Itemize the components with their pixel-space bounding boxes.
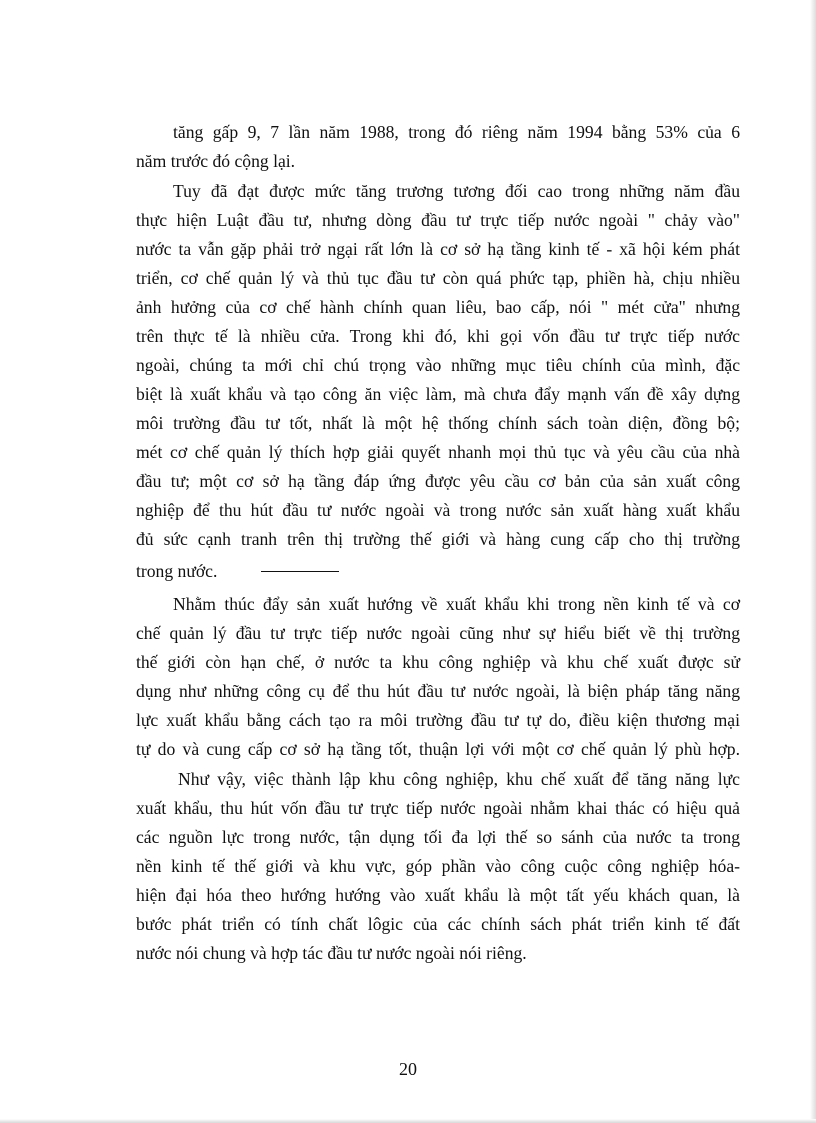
page-edge-shadow [810, 0, 816, 1123]
body-line: nước nói chung và hợp tác đầu tư nước ngoài nói riêng. [136, 943, 527, 963]
body-line: thực hiện Luật đầu tư, nhưng dòng đầu tư trực tiếp nước ngoài " chảy vào" [136, 210, 740, 230]
blank-underline [261, 571, 339, 572]
body-line: lực xuất khẩu bằng cách tạo ra môi trường đầu tư tự do, điều kiện thương mại [136, 710, 740, 730]
body-line: nước ta vẫn gặp phải trở ngại rất lớn là cơ sở hạ tầng kinh tế - xã hội kém phát [136, 239, 740, 259]
body-line: ảnh hưởng của cơ chế hành chính quan liêu, bao cấp, nói " mét cửa" nhưng [136, 297, 740, 317]
body-line: ngoài, chúng ta mới chỉ chú trọng vào những mục tiêu chính của mình, đặc [136, 355, 740, 375]
body-line: thế giới còn hạn chế, ở nước ta khu công nghiệp và khu chế xuất được sử [136, 652, 740, 672]
body-line: hiện đại hóa theo hướng hướng vào xuất khẩu là một tất yếu khách quan, là [136, 885, 740, 905]
body-line: năm trước đó cộng lại. [136, 151, 296, 171]
body-line: chế quản lý đầu tư trực tiếp nước ngoài cũng như sự hiểu biết về thị trường [136, 623, 740, 643]
body-line: Nhằm thúc đẩy sản xuất hướng về xuất khẩu khi trong nền kinh tế và cơ [173, 594, 740, 614]
body-line: Tuy đã đạt được mức tăng trương tương đối cao trong những năm đầu [173, 181, 740, 201]
body-line: xuất khẩu, thu hút vốn đầu tư trực tiếp nước ngoài nhằm khai thác có hiệu quả [136, 798, 740, 818]
body-line: nghiệp để thu hút đầu tư nước ngoài và trong nước sản xuất hàng xuất khẩu [136, 500, 740, 520]
body-line: dụng như những công cụ để thu hút đầu tư nước ngoài, là biện pháp tăng năng [136, 681, 740, 701]
body-line: các nguồn lực trong nước, tận dụng tối đa lợi thế so sánh của nước ta trong [136, 827, 740, 847]
body-line: mét cơ chế quản lý thích hợp giải quyết nhanh mọi thủ tục và yêu cầu của nhà [136, 442, 740, 462]
body-line: bước phát triển có tính chất lôgic của các chính sách phát triển kinh tế đất [136, 914, 740, 934]
body-line: Như vậy, việc thành lập khu công nghiệp, khu chế xuất để tăng năng lực [178, 769, 740, 789]
body-line: đủ sức cạnh tranh trên thị trường thế giới và hàng cung cấp cho thị trường [136, 529, 740, 549]
body-line: trên thực tế là nhiều cửa. Trong khi đó, khi gọi vốn đầu tư trực tiếp nước [136, 326, 740, 346]
body-line: môi trường đầu tư tốt, nhất là một hệ thống chính sách toàn diện, đồng bộ; [136, 413, 740, 433]
body-line: đầu tư; một cơ sở hạ tầng đáp ứng được yêu cầu cơ bản của sản xuất công [136, 471, 740, 491]
body-line: tự do và cung cấp cơ sở hạ tầng tốt, thuận lợi với một cơ chế quản lý phù hợp. [136, 739, 740, 759]
body-line-text: trong nước. [136, 561, 218, 581]
body-line: tăng gấp 9, 7 lần năm 1988, trong đó riêng năm 1994 bằng 53% của 6 [173, 122, 740, 142]
body-line: nền kinh tế thế giới và khu vực, góp phần vào công cuộc công nghiệp hóa- [136, 856, 740, 876]
body-line: biệt là xuất khẩu và tạo công ăn việc làm, mà chưa đẩy mạnh vấn đề xây dựng [136, 384, 740, 404]
page-number: 20 [399, 1059, 417, 1079]
page-bottom-shadow [0, 1119, 816, 1123]
body-line: triển, cơ chế quản lý và thủ tục đầu tư còn quá phức tạp, phiền hà, chịu nhiều [136, 268, 740, 288]
body-line-final [136, 557, 740, 585]
